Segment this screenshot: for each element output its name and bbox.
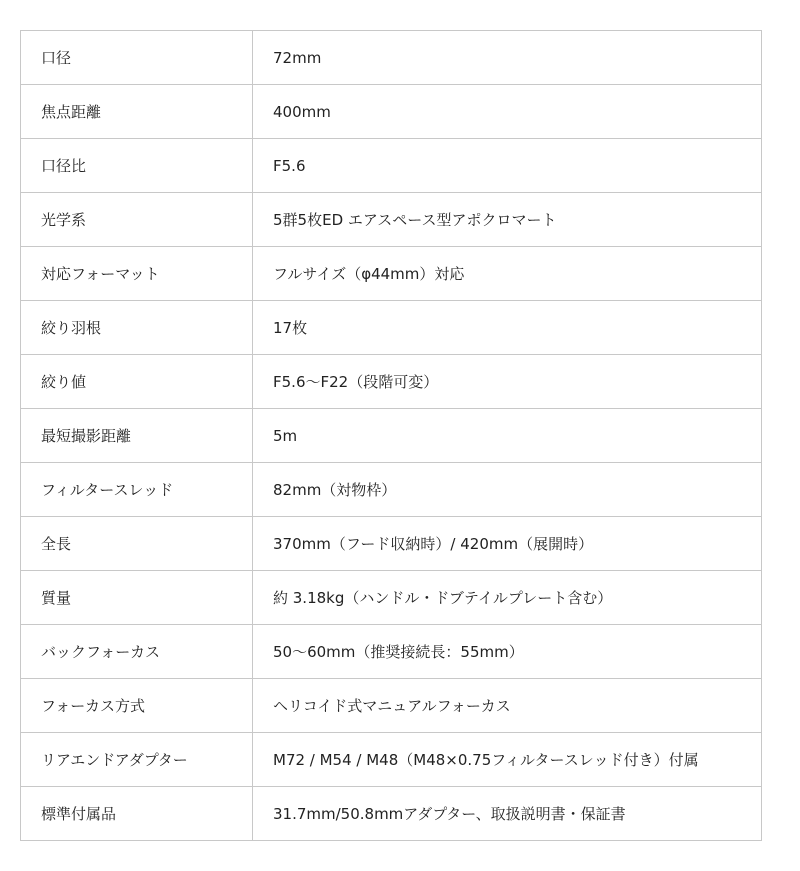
spec-value: F5.6〜F22（段階可変） xyxy=(253,355,762,409)
table-row xyxy=(21,85,762,139)
spec-label: 口径比 xyxy=(21,139,253,193)
table-row xyxy=(21,31,762,85)
spec-label: バックフォーカス xyxy=(21,625,253,679)
spec-value: フルサイズ（φ44mm）対応 xyxy=(253,247,762,301)
table-row xyxy=(21,193,762,247)
spec-label: 絞り値 xyxy=(21,355,253,409)
spec-label: リアエンドアダプター xyxy=(21,733,253,787)
spec-value: 5群5枚ED エアスペース型アポクロマート xyxy=(253,193,762,247)
spec-value: M72 / M54 / M48（M48×0.75フィルタースレッド付き）付属 xyxy=(253,733,762,787)
spec-label: 対応フォーマット xyxy=(21,247,253,301)
table-row xyxy=(21,139,762,193)
spec-label: 口径 xyxy=(21,31,253,85)
spec-value: 17枚 xyxy=(253,301,762,355)
spec-value: 72mm xyxy=(253,31,762,85)
spec-value: 400mm xyxy=(253,85,762,139)
table-row xyxy=(21,625,762,679)
spec-table xyxy=(20,30,762,841)
spec-value: 約 3.18kg（ハンドル・ドブテイルプレート含む） xyxy=(253,571,762,625)
table-row xyxy=(21,409,762,463)
table-row xyxy=(21,733,762,787)
table-row xyxy=(21,355,762,409)
spec-value: 5m xyxy=(253,409,762,463)
spec-label: 全長 xyxy=(21,517,253,571)
spec-label: 焦点距離 xyxy=(21,85,253,139)
spec-label: フィルタースレッド xyxy=(21,463,253,517)
spec-label: 質量 xyxy=(21,571,253,625)
spec-value: 50〜60mm（推奨接続長：55mm） xyxy=(253,625,762,679)
spec-value: ヘリコイド式マニュアルフォーカス xyxy=(253,679,762,733)
table-row xyxy=(21,247,762,301)
table-row xyxy=(21,517,762,571)
table-row xyxy=(21,787,762,841)
spec-label: フォーカス方式 xyxy=(21,679,253,733)
spec-value: 82mm（対物枠） xyxy=(253,463,762,517)
spec-label: 絞り羽根 xyxy=(21,301,253,355)
spec-value: F5.6 xyxy=(253,139,762,193)
spec-label: 最短撮影距離 xyxy=(21,409,253,463)
table-row xyxy=(21,679,762,733)
spec-value: 370mm（フード収納時）/ 420mm（展開時） xyxy=(253,517,762,571)
spec-label: 標準付属品 xyxy=(21,787,253,841)
table-row xyxy=(21,571,762,625)
table-row xyxy=(21,301,762,355)
spec-label: 光学系 xyxy=(21,193,253,247)
spec-value: 31.7mm/50.8mmアダプター、取扱説明書・保証書 xyxy=(253,787,762,841)
table-row xyxy=(21,463,762,517)
